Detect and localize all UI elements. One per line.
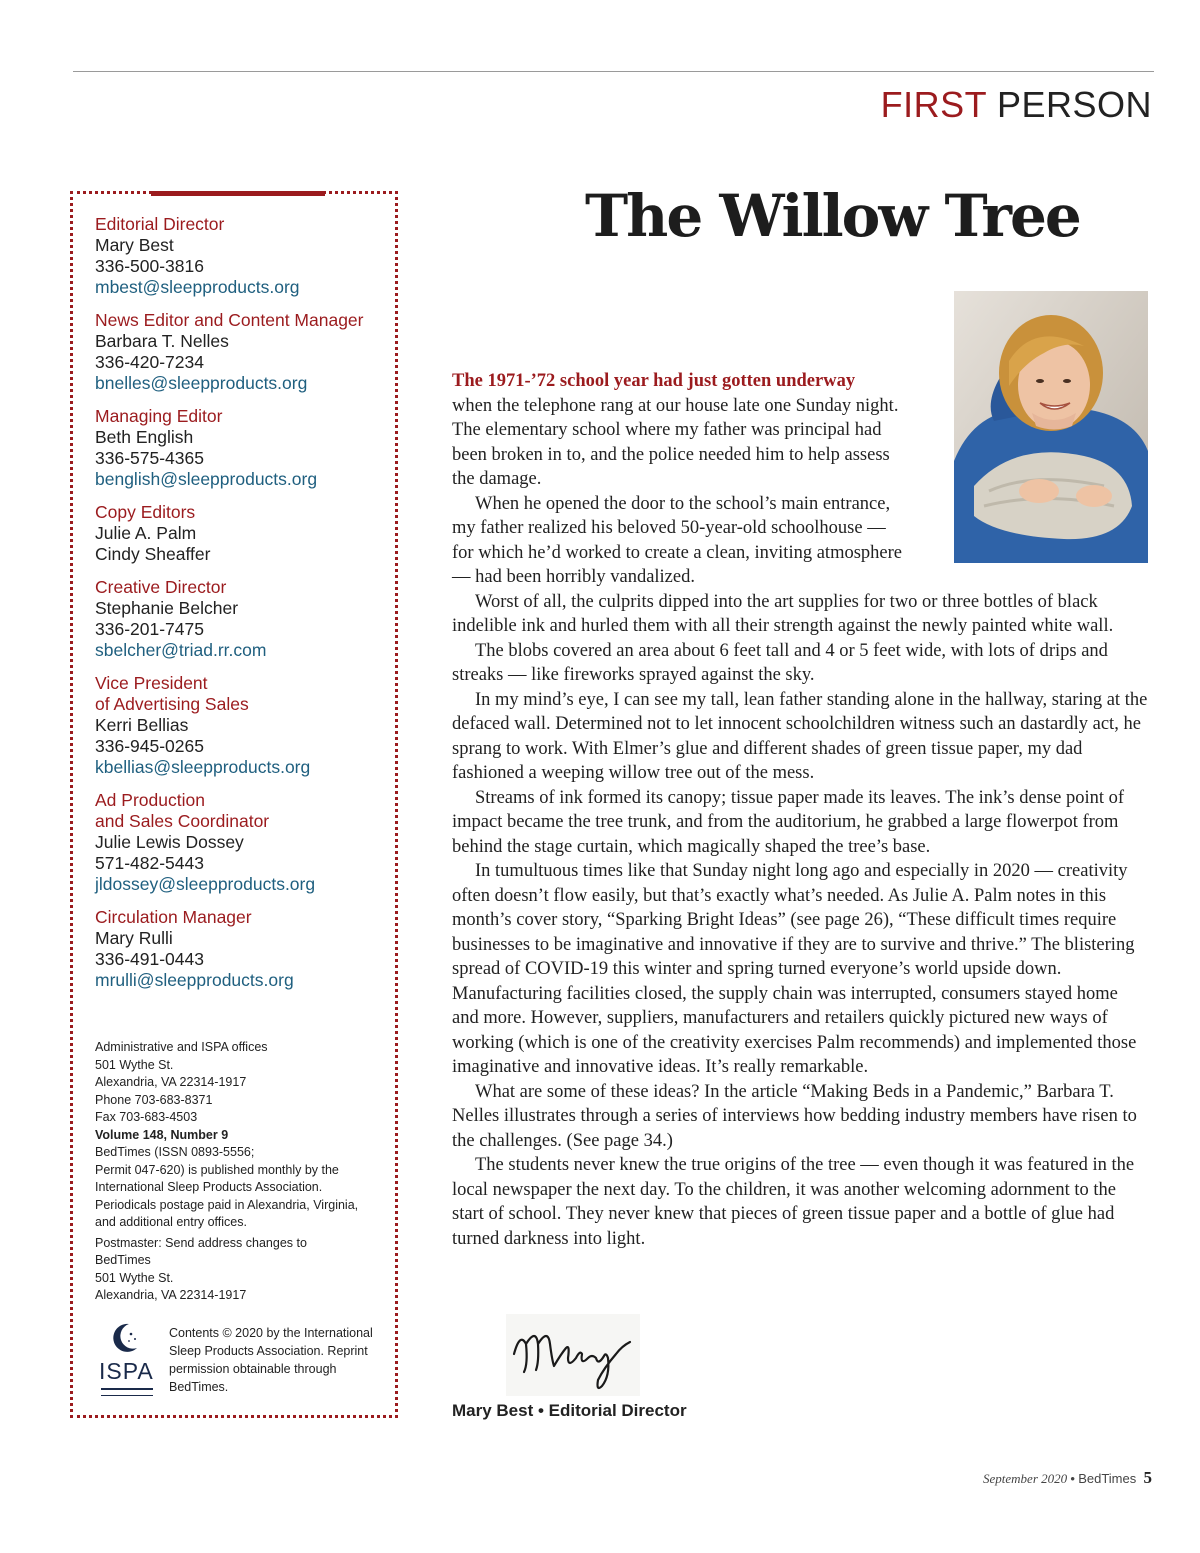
postmaster-line: Postmaster: Send address changes to (95, 1235, 307, 1250)
ispa-wordmark: ISPA (99, 1358, 154, 1384)
article-title: The Willow Tree (585, 182, 1080, 250)
staff-name: Julie A. Palm (95, 523, 197, 543)
staff-phone: 336-491-0443 (95, 949, 204, 969)
publisher-info (95, 1039, 385, 1305)
section-word-first: FIRST (880, 84, 987, 125)
publication-name: BedTimes (1078, 1471, 1137, 1486)
staff-phone: 336-945-0265 (95, 736, 204, 756)
staff-role: Ad Production (95, 790, 205, 810)
publishing-line: Periodicals postage paid in Alexandria, Virginia, (95, 1197, 359, 1212)
offices-heading: Administrative and ISPA offices (95, 1040, 268, 1054)
postmaster-line: BedTimes (95, 1253, 151, 1267)
staff-email-link[interactable]: mrulli@sleepproducts.org (95, 970, 294, 990)
ispa-tagline-rule (101, 1388, 153, 1396)
page-number: 5 (1143, 1468, 1152, 1487)
staff-entry (95, 790, 395, 895)
paragraph-6: Streams of ink formed its canopy; tissue paper made its leaves. The ink’s dense point of impact became the tree trunk, and from the auditorium, he grabbed a large flowerpot from behind the stage curtain, which magically shaped the tree’s base. (452, 787, 1125, 857)
masthead-box (70, 191, 398, 1418)
staff-email-link[interactable]: benglish@sleepproducts.org (95, 469, 318, 489)
staff-role-line2: of Advertising Sales (95, 694, 249, 714)
staff-role: News Editor and Content Manager (95, 310, 364, 330)
publishing-line: Permit 047-620) is published monthly by the (95, 1162, 339, 1177)
publishing-line: International Sleep Products Association. (95, 1180, 323, 1194)
staff-name: Mary Best (95, 235, 174, 255)
staff-email-link[interactable]: bnelles@sleepproducts.org (95, 373, 308, 393)
page-folio (983, 1468, 1152, 1488)
staff-phone: 336-500-3816 (95, 256, 204, 276)
staff-entry (95, 502, 395, 565)
postmaster-line: Alexandria, VA 22314-1917 (95, 1288, 247, 1302)
staff-role: Circulation Manager (95, 907, 252, 927)
office-phone: Phone 703-683-8371 (95, 1092, 213, 1107)
staff-role: Creative Director (95, 577, 227, 597)
staff-phone: 336-201-7475 (95, 619, 204, 639)
staff-entry (95, 406, 395, 490)
moon-icon (111, 1322, 139, 1354)
staff-name: Kerri Bellias (95, 715, 189, 735)
copyright-notice: Contents © 2020 by the International Sleep Products Association. Reprint permission obtainable through BedTimes. (169, 1326, 373, 1394)
staff-name: Barbara T. Nelles (95, 331, 229, 351)
paragraph-1-text: when the telephone rang at our house late one Sunday night. The elementary school where my father was principal had been broken in to, and the police needed him to help assess the damage. (452, 395, 899, 489)
staff-email-link[interactable]: sbelcher@triad.rr.com (95, 640, 267, 660)
staff-email-link[interactable]: kbellias@sleepproducts.org (95, 757, 311, 777)
paragraph-7: In tumultuous times like that Sunday night long ago and especially in 2020 — creativity often doesn’t flow easily, but that’s exactly what’s needed. As Julie A. Palm notes in this month’s cover story, “Sparking Bright Ideas” (see page 26), “These difficult times require businesses to be imaginative and innovative if they are to survive and thrive.” The blistering spread of COVID-19 this winter and spring turned everyone’s world upside down. Manufacturing facilities closed, the supply chain was interrupted, consumers stayed home and more. However, suppliers, manufacturers and retailers quickly pictured new ways of working (which is one of the creativity exercises Palm recommends) and implemented those imaginative and innovative ideas. It’s really remarkable. (452, 861, 1137, 1077)
masthead-tab (151, 191, 325, 196)
staff-name: Mary Rulli (95, 928, 173, 948)
staff-phone: 336-575-4365 (95, 448, 204, 468)
ispa-logo (99, 1322, 157, 1396)
paragraph-4: The blobs covered an area about 6 feet tall and 4 or 5 feet wide, with lots of drips and streaks — like fireworks sprayed against the sky. (452, 640, 1108, 685)
signoff: Mary Best • Editorial Director (452, 1401, 687, 1420)
issue-date: September 2020 (983, 1471, 1068, 1486)
staff-phone: 571-482-5443 (95, 853, 204, 873)
staff-list (95, 214, 395, 1003)
paragraph-8: What are some of these ideas? In the article “Making Beds in a Pandemic,” Barbara T. Nelles illustrates through a series of interviews how bedding industry members have risen to the challenges. (See page 34.) (452, 1081, 1137, 1151)
staff-role: Managing Editor (95, 406, 223, 426)
volume-number (95, 1127, 385, 1145)
staff-role-line2: and Sales Coordinator (95, 811, 270, 831)
staff-entry (95, 907, 395, 991)
staff-role: Copy Editors (95, 502, 196, 522)
top-rule (73, 71, 1154, 72)
staff-name-second: Cindy Sheaffer (95, 544, 211, 564)
signature (506, 1314, 640, 1396)
section-word-person: PERSON (996, 84, 1152, 125)
publishing-line: and additional entry offices. (95, 1215, 247, 1229)
staff-entry (95, 214, 395, 298)
section-heading (881, 84, 1152, 126)
paragraph-5: In my mind’s eye, I can see my tall, lean father standing alone in the hallway, staring at the defaced wall. Determined not to let innocent schoolchildren witness such an dastardly act, he sprang to work. With Elmer’s glue and different shades of green tissue paper, my dad fashioned a weeping willow tree out of the mess. (452, 689, 1148, 783)
staff-entry (95, 673, 395, 778)
postmaster-line: 501 Wythe St. (95, 1270, 174, 1285)
paragraph-2: When he opened the door to the school’s main entrance, my father realized his beloved 50-year-old schoolhouse — for which he’d worked to create a clean, inviting atmosphere — had been horribly vandalized. (452, 493, 902, 587)
staff-role: Vice President (95, 673, 208, 693)
staff-phone: 336-420-7234 (95, 352, 204, 372)
article-body (452, 369, 1148, 1251)
office-street: 501 Wythe St. (95, 1057, 174, 1072)
folio-separator: • (1070, 1471, 1075, 1486)
paragraph-9: The students never knew the true origins of the tree — even though it was featured in the local newspaper the next day. To the children, it was another welcoming adornment to the start of school. They never knew that pieces of green tissue paper and a bottle of glue had turned darkness into light. (452, 1155, 1135, 1249)
staff-entry (95, 310, 395, 394)
staff-email-link[interactable]: jldossey@sleepproducts.org (95, 874, 316, 894)
office-fax: Fax 703-683-4503 (95, 1110, 198, 1124)
paragraph-3: Worst of all, the culprits dipped into the art supplies for two or three bottles of black indelible ink and hurled them with all their strength against the newly painted white wall. (452, 591, 1114, 636)
paragraph-1 (452, 369, 907, 492)
publishing-line: BedTimes (ISSN 0893-5556; (95, 1145, 255, 1159)
handwritten-signature (506, 1314, 640, 1396)
staff-name: Julie Lewis Dossey (95, 832, 244, 852)
staff-email-link[interactable]: mbest@sleepproducts.org (95, 277, 300, 297)
staff-entry (95, 577, 395, 661)
staff-name: Beth English (95, 427, 194, 447)
volume-text: Volume 148, Number 9 (95, 1127, 229, 1142)
staff-name: Stephanie Belcher (95, 598, 239, 618)
lede: The 1971-’72 school year had just gotten underway (452, 371, 856, 391)
staff-role: Editorial Director (95, 214, 225, 234)
office-city: Alexandria, VA 22314-1917 (95, 1075, 247, 1089)
